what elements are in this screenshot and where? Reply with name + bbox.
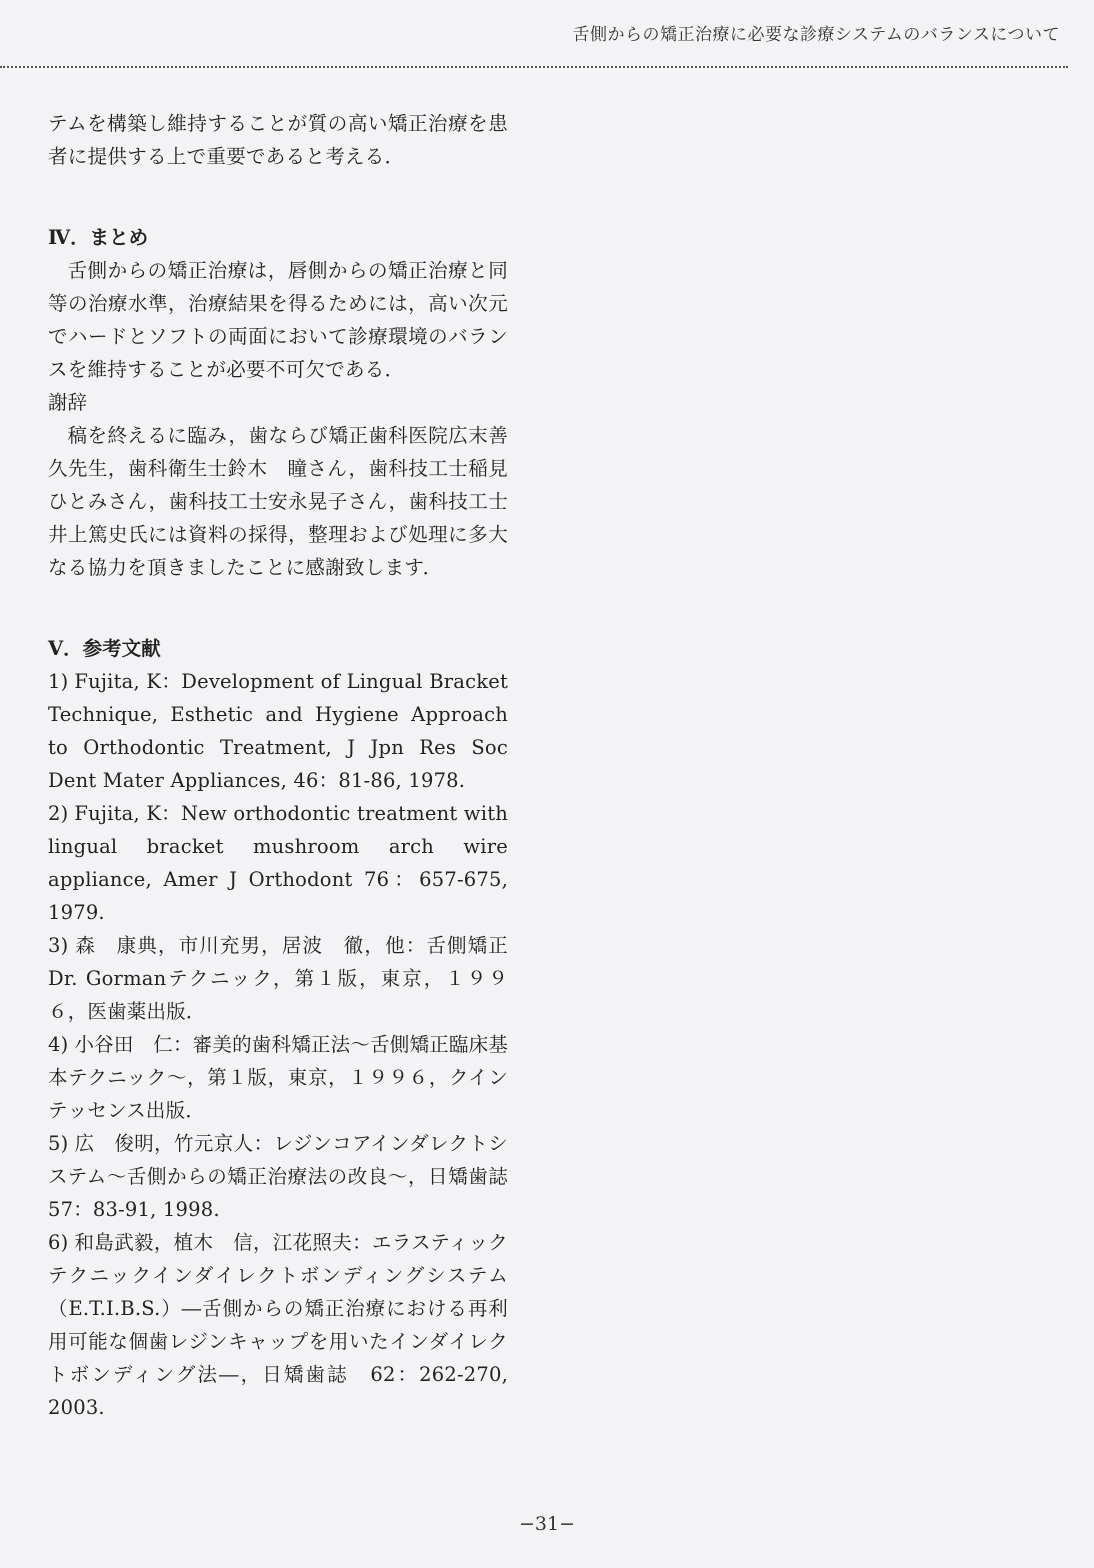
section-spacer [48, 584, 508, 632]
reference-text: 森 康典，市川充男，居波 徹，他：舌側矯正Dr. Gormanテクニック，第１版，東京，１９９６，医歯薬出版． [48, 934, 508, 1023]
reference-text: 和島武毅，植木 信，江花照夫：エラスティックテクニックインダイレクトボンディングシステム（E.T.I.B.S.）―舌側からの矯正治療における再利用可能な個歯レジンキャップを用いたインダイレクトボンディング法―，日矯歯誌 62：262-270, 2003. [48, 1231, 508, 1419]
text-column [48, 107, 528, 1424]
reference-item [48, 665, 508, 797]
reference-item [48, 797, 508, 929]
reference-number: 5) [48, 1132, 69, 1155]
summary-heading: Ⅳ．まとめ [48, 226, 149, 249]
reference-number: 1) [48, 670, 69, 693]
reference-text: 広 俊明，竹元京人：レジンコアインダレクトシステム～舌側からの矯正治療法の改良～，日矯歯誌 57：83-91, 1998. [48, 1132, 528, 1221]
reference-text: 小谷田 仁：審美的歯科矯正法～舌側矯正臨床基本テクニック～，第１版，東京，１９９６，クインテッセンス出版． [48, 1033, 508, 1122]
reference-number: 3) [48, 934, 69, 957]
page-number: −31− [518, 1513, 576, 1535]
summary-text: 舌側からの矯正治療は，唇側からの矯正治療と同等の治療水準，治療結果を得るためには，高い次元でハードとソフトの両面において診療環境のバランスを維持することが必要不可欠である． [48, 259, 508, 381]
reference-item [48, 1127, 528, 1226]
reference-item [48, 929, 508, 1028]
reference-number: 6) [48, 1231, 69, 1254]
reference-list [48, 665, 528, 1424]
running-header: 舌側からの矯正治療に必要な診療システムのバランスについて [572, 25, 1060, 45]
reference-text: Fujita, K：Development of Lingual Bracket Technique, Esthetic and Hygiene Approach to Orthodontic Treatment, J Jpn Res Soc Dent Mater Appliances, 46：81-86, 1978. [48, 670, 508, 792]
reference-item [48, 1028, 508, 1127]
intro-paragraph: テムを構築し維持することが質の高い矯正治療を患者に提供する上で重要であると考える． [48, 112, 508, 168]
references-heading: Ⅴ．参考文献 [48, 637, 161, 660]
header-divider [0, 66, 1068, 68]
reference-item [48, 1226, 508, 1424]
reference-text: Fujita, K：New orthodontic treatment with lingual bracket mushroom arch wire appliance, Amer J Orthodont 76：657-675, 1979. [48, 802, 508, 924]
reference-number: 4) [48, 1033, 69, 1056]
section-spacer [48, 173, 508, 221]
acknowledgement-heading: 謝辞 [48, 391, 88, 414]
acknowledgement-text: 稿を終えるに臨み，歯ならび矯正歯科医院広末善久先生，歯科衛生士鈴木 瞳さん，歯科技工士稲見ひとみさん，歯科技工士安永晃子さん，歯科技工士井上篤史氏には資料の採得，整理および処理に多大なる協力を頂きましたことに感謝致します． [48, 424, 508, 579]
reference-number: 2) [48, 802, 69, 825]
